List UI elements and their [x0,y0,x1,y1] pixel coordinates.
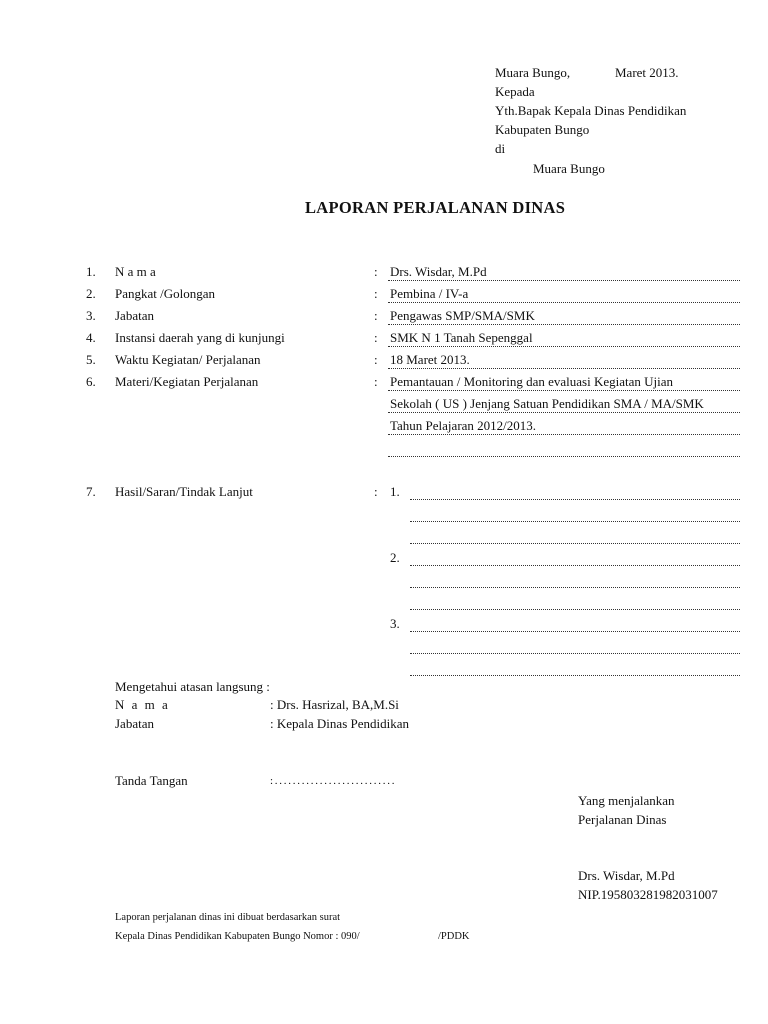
dotted-line [410,543,740,544]
item-value-material-line1: Pemantauan / Monitoring dan evaluasi Kegiatan Ujian [390,374,674,389]
item-label-rank: Pangkat /Golongan [115,286,216,301]
dotted-line [388,412,740,413]
item-label-result: Hasil/Saran/Tindak Lanjut [115,484,253,499]
item-number: 3. [86,308,96,323]
dotted-line [410,675,740,676]
item-value-material-line3: Tahun Pelajaran 2012/2013. [390,418,537,433]
item-label-material: Materi/Kegiatan Perjalanan [115,374,259,389]
result-subitem-number: 1. [390,484,400,499]
dotted-line [388,302,740,303]
supervisor-position-value: : Kepala Dinas Pendidikan [270,716,409,731]
dotted-line [410,499,740,500]
item-colon: : [374,352,378,367]
di-label: di [495,141,506,156]
dotted-line [388,324,740,325]
item-colon: : [374,264,378,279]
result-subitem-number: 3. [390,616,400,631]
item-label-agency: Instansi daerah yang di kunjungi [115,330,285,345]
result-subitem-number: 2. [390,550,400,565]
document-title: LAPORAN PERJALANAN DINAS [305,198,566,217]
supervisor-heading: Mengetahui atasan langsung : [115,679,270,694]
item-number: 6. [86,374,96,389]
item-value-name: Drs. Wisdar, M.Pd [390,264,487,279]
item-number: 1. [86,264,96,279]
traveler-line1: Yang menjalankan [578,793,675,808]
dotted-line [410,631,740,632]
item-colon: : [374,484,378,499]
item-label-position: Jabatan [115,308,154,323]
month-year: Maret 2013. [615,65,679,80]
place-date: Muara Bungo, [495,65,571,80]
dotted-line [410,609,740,610]
traveler-name: Drs. Wisdar, M.Pd [578,868,675,883]
item-value-agency: SMK N 1 Tanah Sepenggal [390,330,533,345]
addressee-regency: Kabupaten Bungo [495,122,590,137]
supervisor-position-label: Jabatan [115,716,154,731]
item-number: 5. [86,352,96,367]
footer-note-code: /PDDK [438,931,470,942]
item-number: 7. [86,484,96,499]
item-number: 2. [86,286,96,301]
item-number: 4. [86,330,96,345]
dotted-line [410,653,740,654]
signature-label: Tanda Tangan [115,773,188,788]
dotted-line [388,434,740,435]
item-colon: : [374,374,378,389]
supervisor-name-label: N a m a [115,697,170,712]
dotted-line [410,587,740,588]
supervisor-name-value: : Drs. Hasrizal, BA,M.Si [270,697,399,712]
dotted-line [410,521,740,522]
footer-note-line2: Kepala Dinas Pendidikan Kabupaten Bungo Nomor : 090/ [115,931,360,942]
dotted-line [388,346,740,347]
dotted-line [388,368,740,369]
kepada-label: Kepada [495,84,535,99]
item-value-material-line2: Sekolah ( US ) Jenjang Satuan Pendidikan SMA / MA/SMK [390,396,704,411]
signature-field: : . . . . . . . . . . . . . . . . . . . . . . . . . . . [270,775,395,787]
item-label-name: N a m a [115,264,156,279]
item-label-time: Waktu Kegiatan/ Perjalanan [115,352,261,367]
dotted-line [388,280,740,281]
dotted-line [410,565,740,566]
item-colon: : [374,308,378,323]
traveler-line2: Perjalanan Dinas [578,812,667,827]
traveler-nip: NIP.195803281982031007 [578,887,718,902]
dotted-line [388,390,740,391]
item-value-rank: Pembina / IV-a [390,286,469,301]
addressee-city: Muara Bungo [533,161,605,176]
addressee-title: Yth.Bapak Kepala Dinas Pendidikan [495,103,687,118]
dotted-line [388,456,740,457]
item-value-time: 18 Maret 2013. [390,352,470,367]
item-value-position: Pengawas SMP/SMA/SMK [390,308,535,323]
footer-note-line1: Laporan perjalanan dinas ini dibuat berdasarkan surat [115,912,341,923]
item-colon: : [374,286,378,301]
item-colon: : [374,330,378,345]
